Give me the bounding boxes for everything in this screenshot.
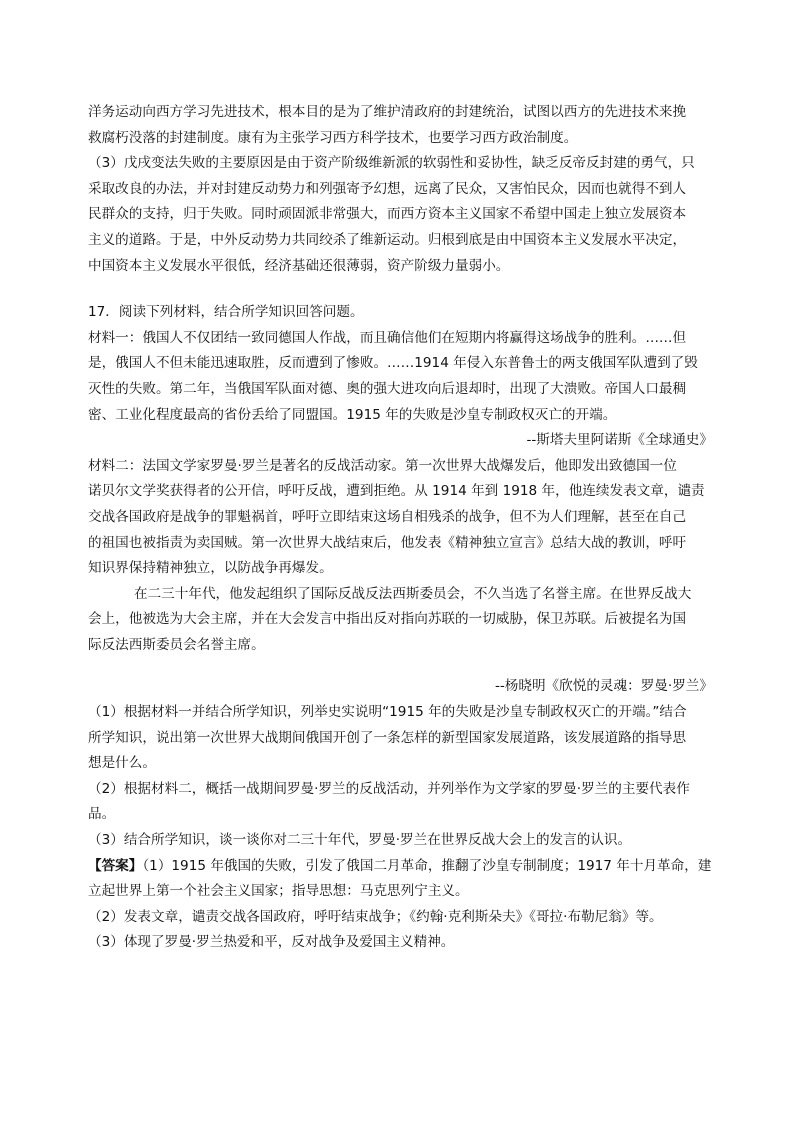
text-line: 知识界保持精神独立，以防战争再爆发。 — [88, 560, 333, 577]
material-two — [88, 454, 713, 700]
text-line: 灭性的失败。第二年，当俄国军队面对德、奥的强大进攻向后退却时，出现了大溃败。帝国人口最稠 — [88, 380, 687, 397]
text-line: 采取改良的办法，并对封建反动势力和列强寄予幻想，远离了民众，又害怕民众，因而也就得不到人 — [88, 180, 687, 197]
question-title: 17．阅读下列材料，结合所学知识回答问题。 — [88, 304, 364, 321]
text-line: 材料二：法国文学家罗曼·罗兰是著名的反战活动家。第一次世界大战爆发后，他即发出致德国一位 — [88, 457, 677, 474]
text-line: 际反法西斯委员会名誉主席。 — [88, 636, 265, 653]
text-line: 救腐朽没落的封建制度。康有为主张学习西方科学技术，也要学习西方政治制度。 — [88, 129, 578, 146]
text-line: 民群众的支持，归于失败。同时顽固派非常强大，而西方资本主义国家不希望中国走上独立发展资本 — [88, 206, 687, 223]
text-line: 想是什么。 — [88, 755, 156, 772]
text-line: 交战各国政府是战争的罪魁祸首，呼吁立即结束这场自相残杀的战争，但不为人们理解，甚至在自己 — [88, 508, 687, 525]
text-line: 诺贝尔文学奖获得者的公开信，呼吁反战，遭到拒绝。从 1914 年到 1918 年，他连续发表文章，谴责 — [88, 483, 705, 500]
text-line: 所学知识，说出第一次世界大战期间俄国开创了一条怎样的新型国家发展道路，该发展道路的指导思 — [88, 729, 687, 746]
text-line: 会上，他被选为大会主席，并在大会发言中指出反对指向苏联的一切威胁，保卫苏联。后被提名为国 — [88, 611, 687, 628]
text-line: （1）根据材料一并结合所学知识，列举史实说明“1915 年的失败是沙皇专制政权灭亡的开端。”结合 — [88, 704, 687, 721]
text-line: 密、工业化程度最高的省份丢给了同盟国。1915 年的失败是沙皇专制政权灭亡的开端。 — [88, 406, 617, 423]
question-17 — [88, 300, 713, 956]
text-line: 洋务运动向西方学习先进技术，根本目的是为了维护清政府的封建统治，试图以西方的先进技术来挽 — [88, 104, 687, 120]
text-line: （2）发表文章，谴责交战各国政府，呼吁结束战争；《约翰·克利斯朵夫》《哥拉·布勒尼翁》等。 — [88, 908, 663, 925]
material-one-source: --斯塔夫里阿诺斯《全球通史》 — [526, 432, 713, 449]
text-line: 品。 — [88, 806, 116, 823]
text-line: （3）戊戌变法失败的主要原因是由于资产阶级维新派的软弱性和妥协性，缺乏反帝反封建的勇气，只 — [88, 155, 695, 172]
text-line: （3）体现了罗曼·罗兰热爱和平，反对战争及爱国主义精神。 — [88, 934, 455, 951]
document-page — [88, 100, 713, 956]
answer-label: 【答案】 — [88, 857, 143, 874]
sub-questions — [88, 700, 713, 854]
text-line: 在二三十年代，他发起组织了国际反战反法西斯委员会，不久当选了名誉主席。在世界反战大 — [134, 585, 692, 602]
text-line: 的祖国也被指责为卖国贼。第一次世界大战结束后，他发表《精神独立宣言》总结大战的教训，呼吁 — [88, 534, 687, 551]
previous-answer-continuation — [88, 100, 713, 279]
material-two-source: --杨晓明《欣悦的灵魂：罗曼·罗兰》 — [494, 678, 713, 695]
text-line: 是，俄国人不但未能迅速取胜，反而遭到了惨败。……1914 年侵入东普鲁士的两支俄国军队遭到了毁 — [88, 355, 698, 372]
text-line: （3）结合所学知识，谈一谈你对二三十年代，罗曼·罗兰在世界反战大会上的发言的认识。 — [88, 832, 632, 849]
text-line: 中国资本主义发展水平很低，经济基础还很薄弱，资产阶级力量弱小。 — [88, 257, 510, 274]
text-line: 立起世界上第一个社会主义国家；指导思想：马克思列宁主义。 — [88, 883, 469, 900]
text-line: 主义的道路。于是，中外反动势力共同绞杀了维新运动。归根到底是由中国资本主义发展水平决定， — [88, 231, 687, 248]
text-line: 材料一：俄国人不仅团结一致同德国人作战，而且确信他们在短期内将赢得这场战争的胜利。……但 — [88, 329, 687, 346]
answer-text: （1）1915 年俄国的失败，引发了俄国二月革命，推翻了沙皇专制制度；1917 年十月革命，建 — [142, 857, 712, 874]
text-line: （2）根据材料二，概括一战期间罗曼·罗兰的反战活动，并列举作为文学家的罗曼·罗兰的主要代表作 — [88, 780, 690, 797]
material-one — [88, 326, 713, 454]
answer-block — [88, 854, 713, 956]
answer-first-line — [88, 854, 713, 880]
